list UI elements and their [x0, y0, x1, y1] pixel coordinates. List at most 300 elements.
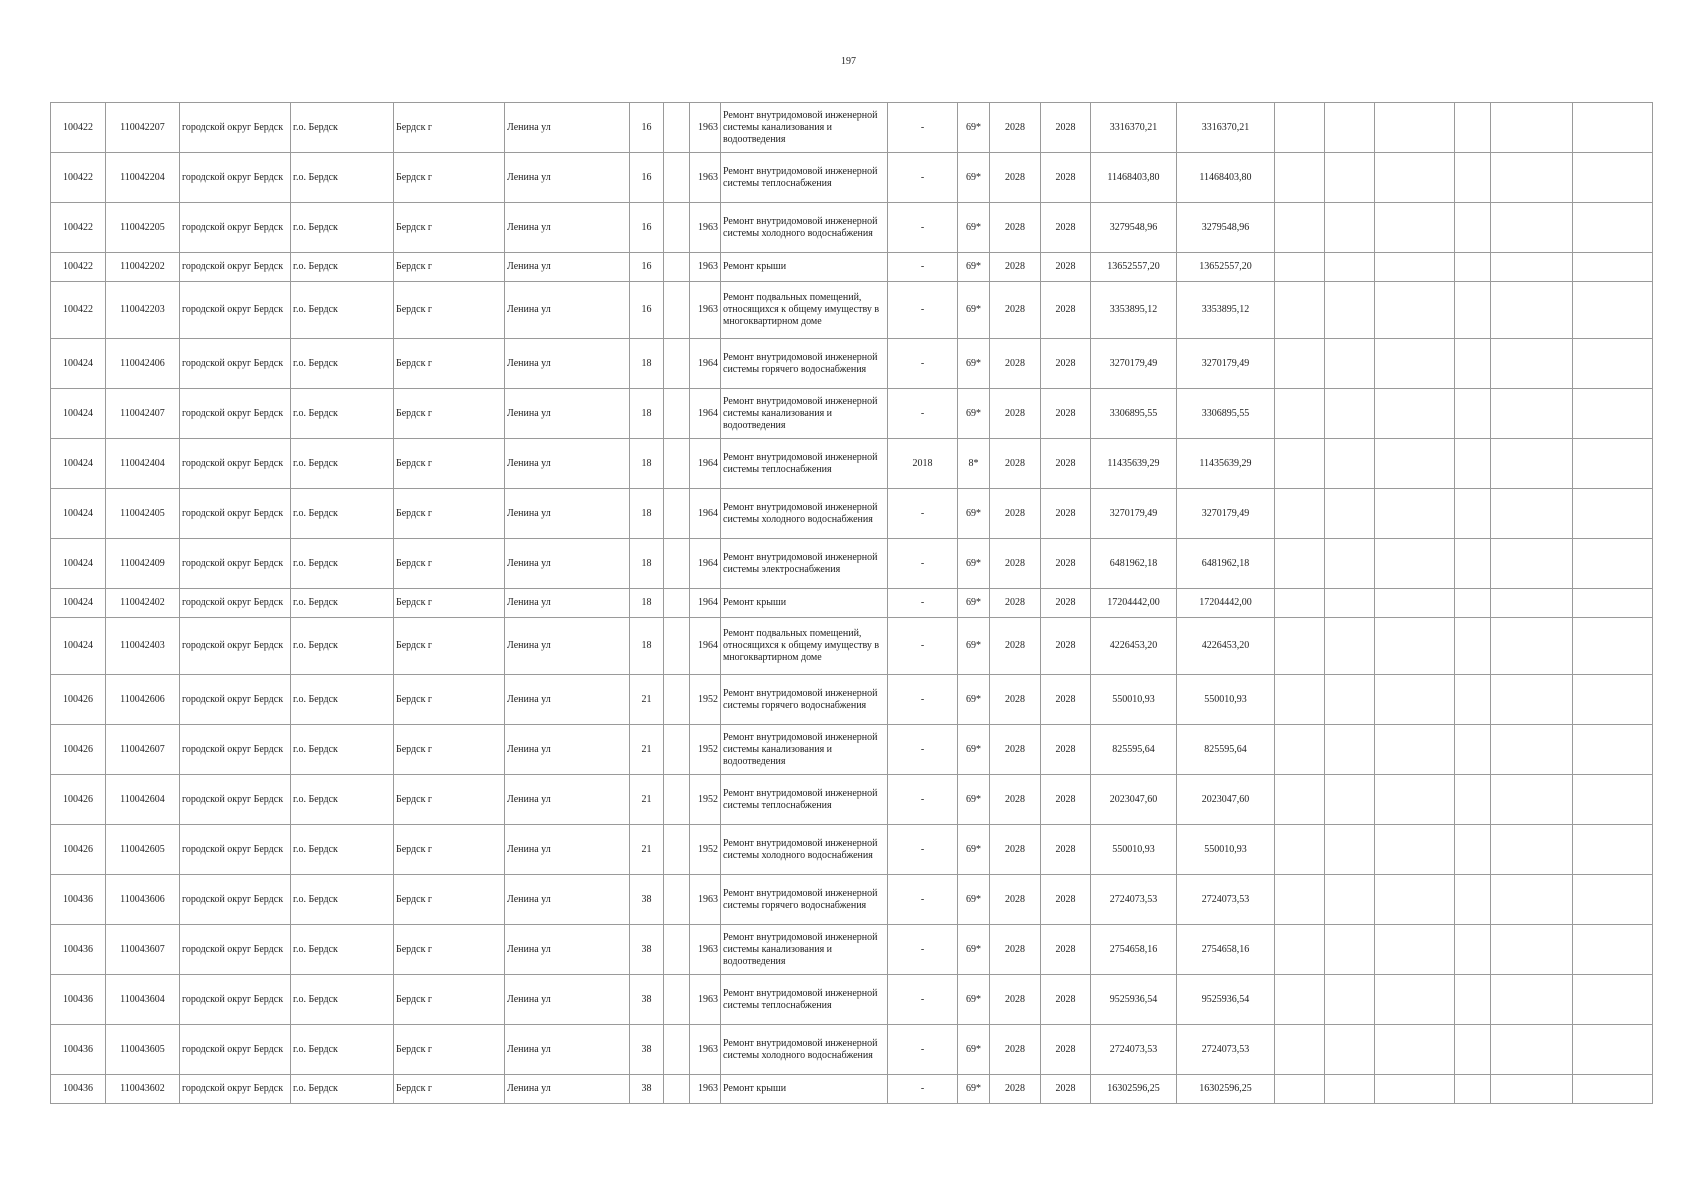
cell-house-number: 16	[630, 153, 664, 203]
cell-empty	[1275, 389, 1325, 439]
cell-cost: 2724073,53	[1091, 875, 1177, 925]
cell-build-year: 1964	[690, 389, 721, 439]
cell-house-number: 18	[630, 439, 664, 489]
cell-plan-year-2: 2028	[1041, 153, 1091, 203]
cell-settlement: г.о. Бердск	[291, 925, 394, 975]
page-number: 197	[841, 56, 856, 67]
cell-street: Ленина ул	[505, 489, 630, 539]
cell-plan-year-2: 2028	[1041, 675, 1091, 725]
cell-empty	[1573, 253, 1653, 282]
cell-empty	[1325, 203, 1375, 253]
cell-empty	[1455, 618, 1491, 675]
cell-empty	[1275, 825, 1325, 875]
cell-empty	[1573, 489, 1653, 539]
cell-cost: 17204442,00	[1091, 589, 1177, 618]
cell-plan-year: 2028	[990, 975, 1041, 1025]
cell-last-repair-year: -	[888, 339, 958, 389]
cell-settlement: г.о. Бердск	[291, 589, 394, 618]
cell-last-repair-year: 2018	[888, 439, 958, 489]
cell-empty	[1491, 675, 1573, 725]
cell-municipality: городской округ Бердск	[180, 725, 291, 775]
cell-work-code: 110043602	[106, 1075, 180, 1104]
cell-empty	[1325, 825, 1375, 875]
cell-settlement: г.о. Бердск	[291, 153, 394, 203]
cell-work-code: 110043605	[106, 1025, 180, 1075]
cell-empty	[1375, 975, 1455, 1025]
table-row	[51, 825, 1653, 875]
cell-work-type: Ремонт внутридомовой инженерной системы горячего водоснабжения	[721, 875, 888, 925]
cell-empty	[1375, 589, 1455, 618]
cell-plan-year-2: 2028	[1041, 253, 1091, 282]
cell-municipality: городской округ Бердск	[180, 439, 291, 489]
cell-municipality: городской округ Бердск	[180, 153, 291, 203]
cell-empty	[1275, 489, 1325, 539]
cell-settlement: г.о. Бердск	[291, 1075, 394, 1104]
cell-empty	[1275, 618, 1325, 675]
cell-work-type: Ремонт крыши	[721, 1075, 888, 1104]
cell-object-id: 100436	[51, 925, 106, 975]
cell-object-id: 100424	[51, 339, 106, 389]
cell-empty	[1275, 439, 1325, 489]
cell-house-number: 18	[630, 489, 664, 539]
cell-building	[664, 975, 690, 1025]
cell-plan-year: 2028	[990, 775, 1041, 825]
cell-empty	[1455, 775, 1491, 825]
cell-work-code: 110042204	[106, 153, 180, 203]
cell-settlement: г.о. Бердск	[291, 103, 394, 153]
cell-street: Ленина ул	[505, 203, 630, 253]
cell-empty	[1275, 975, 1325, 1025]
cell-empty	[1325, 153, 1375, 203]
cell-empty	[1573, 103, 1653, 153]
cell-settlement: г.о. Бердск	[291, 539, 394, 589]
cell-work-type: Ремонт внутридомовой инженерной системы холодного водоснабжения	[721, 825, 888, 875]
cell-last-repair-year: -	[888, 875, 958, 925]
cell-plan-year: 2028	[990, 589, 1041, 618]
cell-empty	[1375, 253, 1455, 282]
cell-last-repair-year: -	[888, 389, 958, 439]
cell-wear-percent: 69*	[958, 825, 990, 875]
cell-municipality: городской округ Бердск	[180, 103, 291, 153]
cell-city: Бердск г	[394, 589, 505, 618]
cell-empty	[1573, 439, 1653, 489]
table-row	[51, 253, 1653, 282]
cell-object-id: 100424	[51, 539, 106, 589]
cell-object-id: 100424	[51, 489, 106, 539]
cell-build-year: 1964	[690, 589, 721, 618]
cell-plan-year-2: 2028	[1041, 725, 1091, 775]
cell-cost: 6481962,18	[1091, 539, 1177, 589]
cell-work-code: 110042202	[106, 253, 180, 282]
cell-build-year: 1963	[690, 975, 721, 1025]
cell-work-type: Ремонт внутридомовой инженерной системы канализования и водоотведения	[721, 103, 888, 153]
table-row	[51, 203, 1653, 253]
cell-cost: 13652557,20	[1091, 253, 1177, 282]
cell-street: Ленина ул	[505, 725, 630, 775]
cell-building	[664, 282, 690, 339]
cell-work-type: Ремонт внутридомовой инженерной системы теплоснабжения	[721, 775, 888, 825]
cell-city: Бердск г	[394, 489, 505, 539]
cell-street: Ленина ул	[505, 282, 630, 339]
table-row	[51, 339, 1653, 389]
cell-empty	[1325, 775, 1375, 825]
cell-house-number: 38	[630, 875, 664, 925]
cell-build-year: 1963	[690, 153, 721, 203]
cell-empty	[1573, 153, 1653, 203]
cell-work-code: 110043607	[106, 925, 180, 975]
cell-empty	[1491, 203, 1573, 253]
cell-cost: 2724073,53	[1091, 1025, 1177, 1075]
cell-settlement: г.о. Бердск	[291, 203, 394, 253]
table-row	[51, 775, 1653, 825]
cell-total: 6481962,18	[1177, 539, 1275, 589]
cell-city: Бердск г	[394, 875, 505, 925]
cell-total: 3353895,12	[1177, 282, 1275, 339]
cell-total: 11435639,29	[1177, 439, 1275, 489]
cell-empty	[1491, 253, 1573, 282]
cell-empty	[1275, 539, 1325, 589]
cell-building	[664, 775, 690, 825]
cell-municipality: городской округ Бердск	[180, 925, 291, 975]
cell-object-id: 100422	[51, 282, 106, 339]
cell-city: Бердск г	[394, 725, 505, 775]
cell-work-code: 110042604	[106, 775, 180, 825]
cell-street: Ленина ул	[505, 103, 630, 153]
cell-empty	[1573, 389, 1653, 439]
cell-plan-year-2: 2028	[1041, 925, 1091, 975]
cell-empty	[1375, 1025, 1455, 1075]
cell-cost: 11435639,29	[1091, 439, 1177, 489]
cell-build-year: 1963	[690, 253, 721, 282]
cell-work-code: 110042205	[106, 203, 180, 253]
cell-build-year: 1964	[690, 439, 721, 489]
cell-municipality: городской округ Бердск	[180, 618, 291, 675]
cell-total: 3279548,96	[1177, 203, 1275, 253]
cell-work-type: Ремонт внутридомовой инженерной системы горячего водоснабжения	[721, 339, 888, 389]
table-row	[51, 1075, 1653, 1104]
cell-work-code: 110043606	[106, 875, 180, 925]
cell-settlement: г.о. Бердск	[291, 825, 394, 875]
cell-street: Ленина ул	[505, 618, 630, 675]
cell-wear-percent: 69*	[958, 103, 990, 153]
cell-last-repair-year: -	[888, 589, 958, 618]
cell-build-year: 1964	[690, 339, 721, 389]
cell-plan-year: 2028	[990, 489, 1041, 539]
cell-street: Ленина ул	[505, 339, 630, 389]
cell-city: Бердск г	[394, 103, 505, 153]
cell-wear-percent: 69*	[958, 282, 990, 339]
cell-empty	[1573, 875, 1653, 925]
cell-empty	[1455, 589, 1491, 618]
cell-building	[664, 925, 690, 975]
cell-empty	[1375, 825, 1455, 875]
cell-plan-year: 2028	[990, 539, 1041, 589]
cell-work-code: 110043604	[106, 975, 180, 1025]
cell-object-id: 100436	[51, 1025, 106, 1075]
cell-settlement: г.о. Бердск	[291, 253, 394, 282]
cell-empty	[1325, 103, 1375, 153]
cell-building	[664, 389, 690, 439]
cell-object-id: 100436	[51, 1075, 106, 1104]
cell-wear-percent: 69*	[958, 339, 990, 389]
cell-build-year: 1952	[690, 725, 721, 775]
cell-empty	[1455, 153, 1491, 203]
cell-municipality: городской округ Бердск	[180, 875, 291, 925]
cell-building	[664, 539, 690, 589]
cell-total: 3270179,49	[1177, 339, 1275, 389]
cell-empty	[1325, 1075, 1375, 1104]
cell-empty	[1455, 875, 1491, 925]
cell-empty	[1491, 775, 1573, 825]
cell-empty	[1375, 618, 1455, 675]
cell-empty	[1325, 975, 1375, 1025]
cell-plan-year: 2028	[990, 925, 1041, 975]
cell-cost: 3270179,49	[1091, 489, 1177, 539]
cell-work-type: Ремонт внутридомовой инженерной системы холодного водоснабжения	[721, 203, 888, 253]
cell-city: Бердск г	[394, 775, 505, 825]
cell-empty	[1455, 439, 1491, 489]
cell-plan-year-2: 2028	[1041, 389, 1091, 439]
cell-last-repair-year: -	[888, 675, 958, 725]
cell-last-repair-year: -	[888, 489, 958, 539]
cell-plan-year-2: 2028	[1041, 339, 1091, 389]
cell-empty	[1325, 389, 1375, 439]
cell-empty	[1491, 875, 1573, 925]
cell-house-number: 16	[630, 103, 664, 153]
cell-wear-percent: 69*	[958, 253, 990, 282]
cell-plan-year: 2028	[990, 675, 1041, 725]
cell-empty	[1275, 725, 1325, 775]
cell-total: 2724073,53	[1177, 875, 1275, 925]
cell-last-repair-year: -	[888, 775, 958, 825]
cell-street: Ленина ул	[505, 589, 630, 618]
cell-empty	[1573, 975, 1653, 1025]
cell-cost: 3270179,49	[1091, 339, 1177, 389]
cell-total: 9525936,54	[1177, 975, 1275, 1025]
cell-total: 550010,93	[1177, 675, 1275, 725]
cell-street: Ленина ул	[505, 775, 630, 825]
cell-last-repair-year: -	[888, 153, 958, 203]
cell-empty	[1491, 282, 1573, 339]
table-row	[51, 282, 1653, 339]
cell-building	[664, 203, 690, 253]
cell-plan-year: 2028	[990, 875, 1041, 925]
cell-total: 11468403,80	[1177, 153, 1275, 203]
cell-cost: 9525936,54	[1091, 975, 1177, 1025]
cell-build-year: 1963	[690, 103, 721, 153]
cell-last-repair-year: -	[888, 203, 958, 253]
cell-empty	[1375, 775, 1455, 825]
cell-plan-year: 2028	[990, 825, 1041, 875]
cell-empty	[1325, 618, 1375, 675]
cell-street: Ленина ул	[505, 1025, 630, 1075]
cell-total: 2724073,53	[1177, 1025, 1275, 1075]
cell-house-number: 16	[630, 203, 664, 253]
cell-plan-year: 2028	[990, 282, 1041, 339]
cell-total: 13652557,20	[1177, 253, 1275, 282]
cell-object-id: 100426	[51, 675, 106, 725]
cell-empty	[1491, 153, 1573, 203]
cell-municipality: городской округ Бердск	[180, 589, 291, 618]
cell-plan-year: 2028	[990, 339, 1041, 389]
cell-empty	[1375, 925, 1455, 975]
cell-object-id: 100424	[51, 618, 106, 675]
cell-empty	[1455, 389, 1491, 439]
cell-build-year: 1963	[690, 1075, 721, 1104]
cell-wear-percent: 69*	[958, 725, 990, 775]
cell-cost: 2023047,60	[1091, 775, 1177, 825]
cell-empty	[1573, 339, 1653, 389]
cell-last-repair-year: -	[888, 253, 958, 282]
cell-empty	[1375, 282, 1455, 339]
cell-work-code: 110042403	[106, 618, 180, 675]
cell-object-id: 100426	[51, 825, 106, 875]
cell-municipality: городской округ Бердск	[180, 539, 291, 589]
cell-cost: 16302596,25	[1091, 1075, 1177, 1104]
cell-empty	[1275, 675, 1325, 725]
cell-plan-year-2: 2028	[1041, 975, 1091, 1025]
cell-house-number: 16	[630, 253, 664, 282]
cell-empty	[1375, 875, 1455, 925]
cell-house-number: 21	[630, 775, 664, 825]
cell-city: Бердск г	[394, 1025, 505, 1075]
cell-wear-percent: 8*	[958, 439, 990, 489]
cell-empty	[1491, 103, 1573, 153]
cell-building	[664, 1075, 690, 1104]
cell-empty	[1375, 725, 1455, 775]
capital-repair-table	[50, 102, 1653, 1104]
table-row	[51, 103, 1653, 153]
cell-street: Ленина ул	[505, 925, 630, 975]
cell-empty	[1491, 339, 1573, 389]
cell-last-repair-year: -	[888, 825, 958, 875]
cell-house-number: 18	[630, 339, 664, 389]
cell-building	[664, 875, 690, 925]
cell-plan-year: 2028	[990, 1075, 1041, 1104]
cell-building	[664, 618, 690, 675]
cell-street: Ленина ул	[505, 439, 630, 489]
cell-house-number: 18	[630, 389, 664, 439]
cell-work-type: Ремонт внутридомовой инженерной системы горячего водоснабжения	[721, 675, 888, 725]
cell-object-id: 100424	[51, 389, 106, 439]
cell-plan-year-2: 2028	[1041, 775, 1091, 825]
cell-last-repair-year: -	[888, 103, 958, 153]
cell-empty	[1325, 253, 1375, 282]
cell-plan-year-2: 2028	[1041, 825, 1091, 875]
cell-plan-year-2: 2028	[1041, 875, 1091, 925]
cell-build-year: 1952	[690, 675, 721, 725]
cell-house-number: 18	[630, 539, 664, 589]
cell-empty	[1375, 153, 1455, 203]
cell-empty	[1275, 103, 1325, 153]
cell-empty	[1573, 675, 1653, 725]
cell-building	[664, 103, 690, 153]
cell-empty	[1455, 253, 1491, 282]
cell-municipality: городской округ Бердск	[180, 339, 291, 389]
cell-settlement: г.о. Бердск	[291, 439, 394, 489]
cell-empty	[1491, 618, 1573, 675]
cell-settlement: г.о. Бердск	[291, 975, 394, 1025]
cell-house-number: 38	[630, 1075, 664, 1104]
cell-house-number: 21	[630, 825, 664, 875]
cell-building	[664, 253, 690, 282]
cell-empty	[1275, 203, 1325, 253]
cell-empty	[1325, 539, 1375, 589]
cell-city: Бердск г	[394, 539, 505, 589]
cell-empty	[1455, 203, 1491, 253]
cell-empty	[1573, 539, 1653, 589]
cell-work-code: 110042402	[106, 589, 180, 618]
cell-cost: 3353895,12	[1091, 282, 1177, 339]
cell-empty	[1491, 589, 1573, 618]
cell-house-number: 18	[630, 589, 664, 618]
cell-wear-percent: 69*	[958, 489, 990, 539]
cell-empty	[1325, 282, 1375, 339]
cell-plan-year-2: 2028	[1041, 539, 1091, 589]
cell-municipality: городской округ Бердск	[180, 389, 291, 439]
table-row	[51, 1025, 1653, 1075]
cell-object-id: 100424	[51, 589, 106, 618]
table-row	[51, 875, 1653, 925]
cell-empty	[1275, 589, 1325, 618]
cell-wear-percent: 69*	[958, 589, 990, 618]
cell-empty	[1275, 925, 1325, 975]
cell-empty	[1455, 725, 1491, 775]
cell-cost: 3279548,96	[1091, 203, 1177, 253]
cell-empty	[1573, 282, 1653, 339]
table-row	[51, 925, 1653, 975]
cell-cost: 2754658,16	[1091, 925, 1177, 975]
cell-last-repair-year: -	[888, 539, 958, 589]
cell-cost: 3316370,21	[1091, 103, 1177, 153]
cell-plan-year-2: 2028	[1041, 1025, 1091, 1075]
cell-object-id: 100424	[51, 439, 106, 489]
cell-city: Бердск г	[394, 825, 505, 875]
cell-total: 2754658,16	[1177, 925, 1275, 975]
cell-settlement: г.о. Бердск	[291, 339, 394, 389]
cell-cost: 550010,93	[1091, 825, 1177, 875]
cell-plan-year: 2028	[990, 203, 1041, 253]
cell-empty	[1325, 439, 1375, 489]
cell-object-id: 100436	[51, 975, 106, 1025]
cell-wear-percent: 69*	[958, 618, 990, 675]
cell-total: 825595,64	[1177, 725, 1275, 775]
cell-total: 3316370,21	[1177, 103, 1275, 153]
cell-empty	[1573, 825, 1653, 875]
cell-municipality: городской округ Бердск	[180, 203, 291, 253]
cell-municipality: городской округ Бердск	[180, 1025, 291, 1075]
cell-street: Ленина ул	[505, 153, 630, 203]
cell-work-type: Ремонт внутридомовой инженерной системы электроснабжения	[721, 539, 888, 589]
cell-build-year: 1952	[690, 775, 721, 825]
cell-settlement: г.о. Бердск	[291, 282, 394, 339]
cell-city: Бердск г	[394, 439, 505, 489]
cell-plan-year-2: 2028	[1041, 103, 1091, 153]
cell-empty	[1455, 675, 1491, 725]
cell-object-id: 100422	[51, 253, 106, 282]
cell-plan-year: 2028	[990, 103, 1041, 153]
cell-work-code: 110042606	[106, 675, 180, 725]
cell-city: Бердск г	[394, 339, 505, 389]
cell-city: Бердск г	[394, 675, 505, 725]
cell-work-code: 110042605	[106, 825, 180, 875]
cell-building	[664, 825, 690, 875]
cell-object-id: 100436	[51, 875, 106, 925]
cell-work-type: Ремонт внутридомовой инженерной системы холодного водоснабжения	[721, 1025, 888, 1075]
cell-wear-percent: 69*	[958, 925, 990, 975]
cell-street: Ленина ул	[505, 975, 630, 1025]
cell-cost: 4226453,20	[1091, 618, 1177, 675]
